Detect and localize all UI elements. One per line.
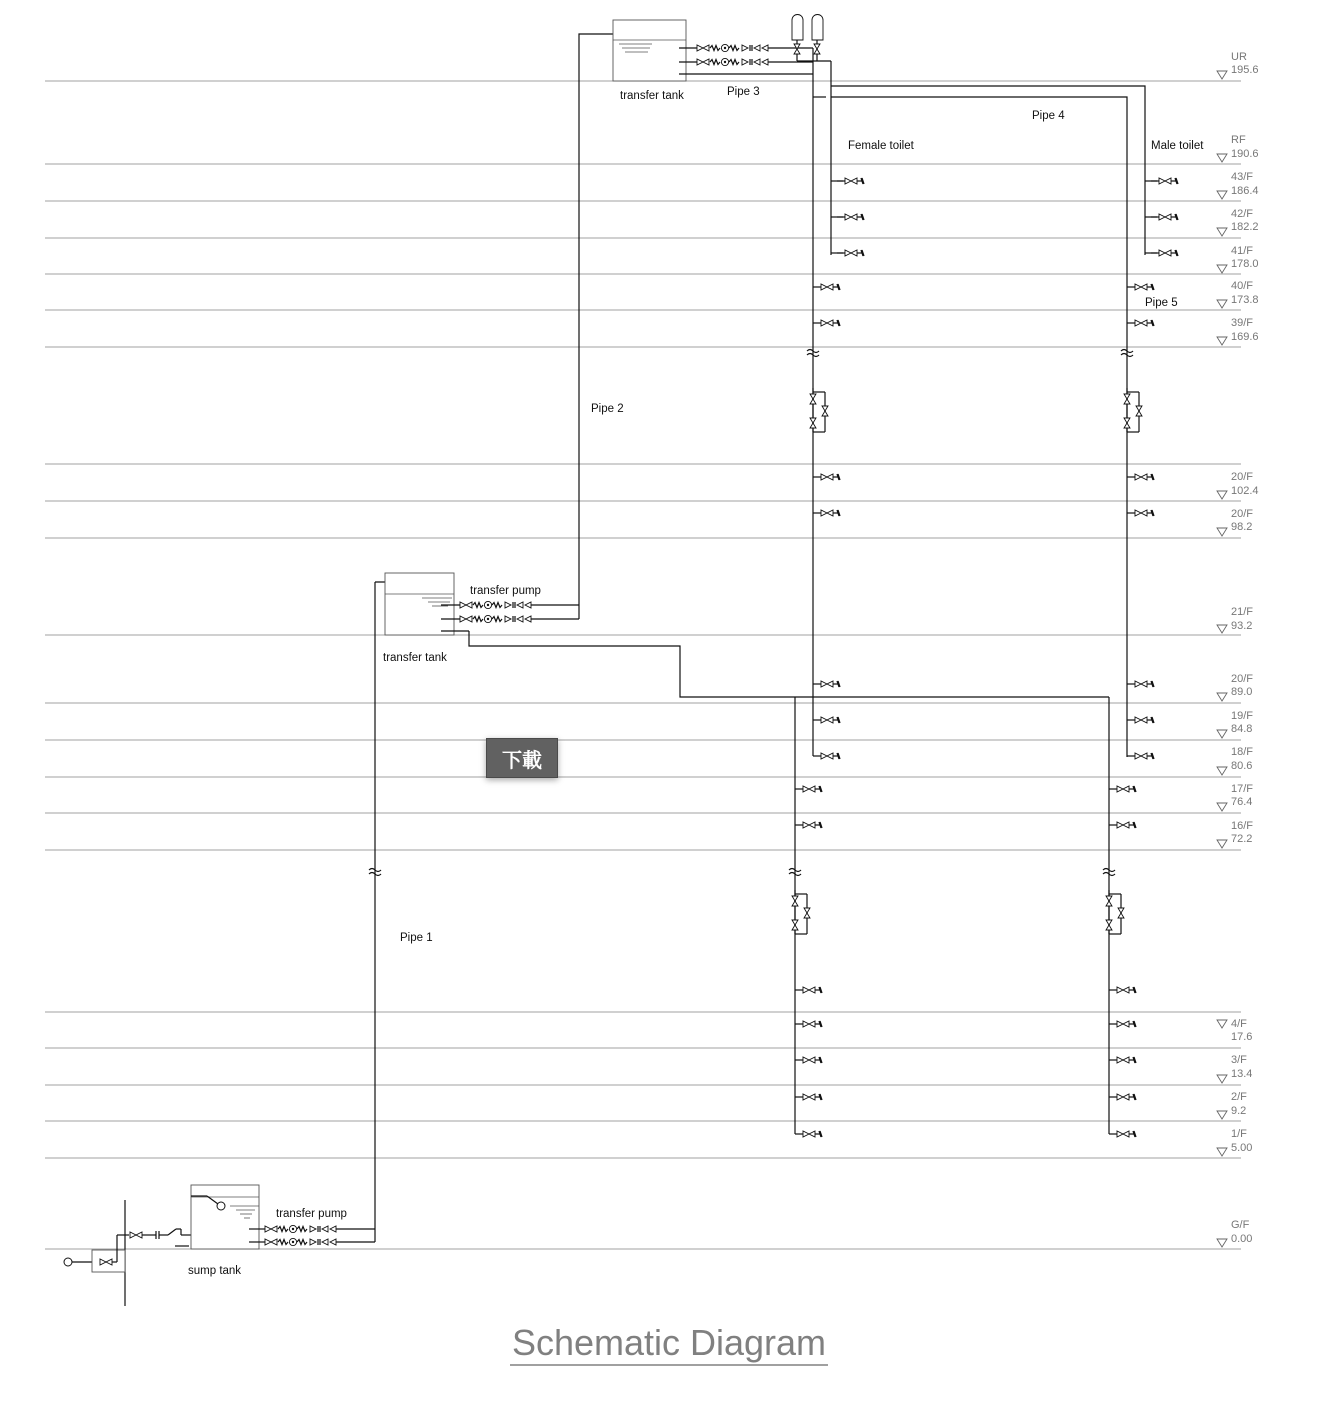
- level-marker: [1217, 471, 1259, 499]
- level-elevation: 0.00: [1231, 1233, 1253, 1245]
- level-elevation: 13.4: [1231, 1068, 1253, 1080]
- level-elevation: 195.6: [1231, 64, 1259, 76]
- level-name: 18/F: [1231, 746, 1254, 758]
- level-elevation: 178.0: [1231, 258, 1259, 270]
- sump-tank: [191, 1185, 259, 1249]
- level-elevation: 89.0: [1231, 686, 1253, 698]
- level-elevation: 182.2: [1231, 221, 1259, 233]
- level-marker: [1217, 820, 1253, 848]
- level-elevation: 173.8: [1231, 294, 1259, 306]
- level-marker: [1217, 710, 1253, 738]
- female-toilet-label: Female toilet: [848, 140, 914, 152]
- level-marker: [1217, 783, 1253, 811]
- level-elevation: 72.2: [1231, 833, 1253, 845]
- level-elevation: 5.00: [1231, 1142, 1253, 1154]
- level-elevation: 190.6: [1231, 148, 1259, 160]
- level-elevation: 186.4: [1231, 185, 1259, 197]
- level-name: UR: [1231, 51, 1247, 63]
- floor-lines: [45, 81, 1241, 1249]
- level-name: 20/F: [1231, 471, 1254, 483]
- transfer-tank-top-label: transfer tank: [620, 90, 684, 102]
- level-name: 41/F: [1231, 245, 1254, 257]
- level-marker: [1217, 171, 1259, 199]
- level-elevation: 93.2: [1231, 620, 1253, 632]
- transfer-tank-mid-label: transfer tank: [383, 652, 447, 664]
- pipe-5-label: Pipe 5: [1145, 297, 1178, 309]
- level-elevation: 102.4: [1231, 485, 1259, 497]
- level-name: 2/F: [1231, 1091, 1247, 1103]
- diagram-caption: [0, 1322, 1338, 1364]
- lower-zone-header: [469, 631, 1109, 697]
- level-marker: [1217, 508, 1253, 536]
- level-name: 42/F: [1231, 208, 1254, 220]
- level-name: 40/F: [1231, 280, 1254, 292]
- level-name: 16/F: [1231, 820, 1254, 832]
- level-marker: [1217, 1054, 1252, 1083]
- sump-tank-group: [64, 1185, 375, 1306]
- level-marker: [1217, 208, 1259, 236]
- diagram-caption-text: Schematic Diagram: [510, 1322, 828, 1366]
- level-marker: [1217, 51, 1259, 79]
- level-marker: [1217, 134, 1259, 162]
- level-marker: [1217, 673, 1253, 701]
- pipe-5: [831, 97, 1127, 757]
- fixture-valves-lower: [795, 786, 1136, 1137]
- level-name: 19/F: [1231, 710, 1254, 722]
- level-marker: [1217, 317, 1259, 345]
- pipe-3-label: Pipe 3: [727, 86, 760, 98]
- pipe-4-label: Pipe 4: [1032, 110, 1065, 122]
- level-marker: [1217, 606, 1253, 633]
- male-toilet-label: Male toilet: [1151, 140, 1204, 152]
- level-name: 21/F: [1231, 606, 1254, 618]
- pipe-4: [831, 86, 1145, 255]
- pipe-2-label: Pipe 2: [591, 403, 624, 415]
- level-name: 3/F: [1231, 1054, 1247, 1066]
- transfer-pump-mid-label: transfer pump: [470, 585, 541, 597]
- level-elevation: 84.8: [1231, 723, 1253, 735]
- level-elevation: 76.4: [1231, 796, 1253, 808]
- level-marker: [1217, 1091, 1247, 1119]
- level-marker: [1217, 1018, 1252, 1043]
- level-marker: [1217, 1128, 1252, 1156]
- level-name: 1/F: [1231, 1128, 1247, 1140]
- level-name: G/F: [1231, 1219, 1250, 1231]
- level-name: 17/F: [1231, 783, 1254, 795]
- transfer-pump-bottom-label: transfer pump: [276, 1208, 347, 1220]
- level-elevation: 98.2: [1231, 521, 1253, 533]
- download-button[interactable]: 下載: [486, 738, 558, 778]
- pipe-1-label: Pipe 1: [400, 932, 433, 944]
- level-marker: [1217, 280, 1259, 308]
- level-name: 20/F: [1231, 673, 1254, 685]
- level-name: 4/F: [1231, 1018, 1247, 1030]
- sump-tank-label: sump tank: [188, 1265, 242, 1277]
- level-elevation: 9.2: [1231, 1105, 1247, 1117]
- level-marker: [1217, 245, 1259, 273]
- transfer-tank-mid: [385, 573, 579, 635]
- level-name: 43/F: [1231, 171, 1254, 183]
- level-name: 39/F: [1231, 317, 1254, 329]
- level-name: 20/F: [1231, 508, 1254, 520]
- level-marker: [1217, 1219, 1252, 1247]
- level-elevation: 17.6: [1231, 1031, 1253, 1043]
- level-elevation: 80.6: [1231, 760, 1253, 772]
- level-name: RF: [1231, 134, 1246, 146]
- fixture-valves-mid-upper: [813, 681, 1154, 759]
- level-elevation: 169.6: [1231, 331, 1259, 343]
- transfer-tank-top: [613, 20, 813, 81]
- pipe-2: [579, 34, 622, 605]
- pressure-vessels: [792, 15, 831, 62]
- level-marker: [1217, 746, 1253, 775]
